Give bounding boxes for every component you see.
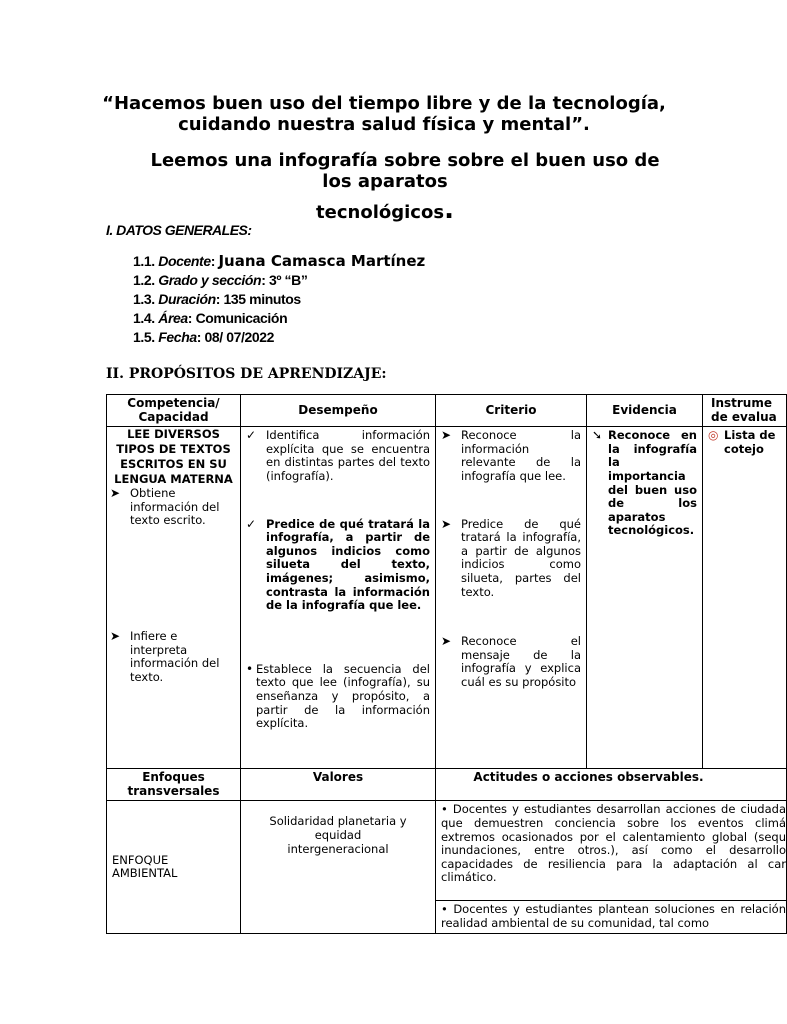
- general-data-list: [133, 252, 425, 347]
- general-sep: :: [187, 310, 193, 326]
- dot-bullet-icon: •: [246, 661, 254, 676]
- table-row: [107, 427, 787, 769]
- competencia-cell: [107, 427, 241, 769]
- general-label: Fecha: [158, 329, 197, 345]
- learning-purposes-table: [106, 394, 787, 934]
- header-valores: Valores: [241, 769, 436, 801]
- general-sep: :: [215, 291, 221, 307]
- general-value: 3º “B”: [268, 272, 308, 288]
- general-item-docente: [133, 252, 425, 271]
- desempeno-text: Predice de qué tratará la infografía, a partir de algunos indicios como silueta del texto, imágenes; asimismo, contrasta la información de la infografía que lee.: [266, 516, 430, 613]
- general-item-duracion: [133, 290, 425, 309]
- general-item-fecha: [133, 328, 425, 347]
- general-num: 1.1.: [133, 253, 155, 269]
- arrow-bullet-icon: ➤: [441, 516, 452, 531]
- instrumento-cell: [703, 427, 787, 769]
- general-num: 1.2.: [133, 272, 155, 288]
- general-sep: :: [210, 253, 215, 269]
- general-sep: :: [261, 272, 266, 288]
- instrumento-item: [708, 429, 781, 456]
- subtitle-line-3: [250, 195, 520, 225]
- check-bullet-icon: ✓: [246, 516, 257, 531]
- desempeno-item-2: [246, 518, 430, 613]
- table-row: [107, 801, 787, 901]
- table-row: [107, 769, 787, 801]
- desempeno-item-3: [246, 663, 430, 731]
- arrow-bullet-icon: ➤: [110, 486, 121, 501]
- general-label: Grado y sección: [158, 272, 262, 288]
- actitud-1-cell: • Docentes y estudiantes desarrollan acciones de ciudada que demuestren conciencia sobre los eventos climá extremos ocasionados por el calentamiento global (sequ inundaciones, entre otros.), así como el desarrollo capacidades de resiliencia para la adaptación al car climático.: [436, 801, 787, 901]
- header-actitudes: Actitudes o acciones observables.: [436, 769, 787, 801]
- criterio-item-3: [441, 635, 581, 689]
- capacidad-item-2: [110, 630, 237, 684]
- capacidad-item-1: [110, 487, 237, 528]
- evidencia-text: Reconoce en la infografía la importancia del buen uso de los aparatos tecnológicos.: [608, 428, 697, 538]
- desempeno-item-1: [246, 429, 430, 483]
- pointer-bullet-icon: ➘: [592, 428, 603, 443]
- subtitle-word: tecnológicos: [316, 202, 445, 223]
- desempeno-text: Identifica información explícita que se encuentra en distintas partes del texto (infografía).: [266, 428, 430, 483]
- actitud-2-cell: • Docentes y estudiantes plantean soluciones en relación realidad ambiental de su comunidad, tal como: [436, 901, 787, 934]
- header-competencia: Competencia/ Capacidad: [107, 395, 241, 427]
- arrow-bullet-icon: ➤: [110, 628, 121, 643]
- valor-cell: Solidaridad planetaria y equidad intergeneracional: [241, 801, 436, 934]
- header-instrumento: Instrume de evalua: [703, 395, 787, 427]
- general-sep: :: [196, 329, 201, 345]
- capacidad-text: Obtiene información del texto escrito.: [130, 486, 220, 528]
- general-num: 1.5.: [133, 329, 155, 345]
- general-num: 1.3.: [133, 291, 155, 307]
- criterio-item-1: [441, 429, 581, 483]
- header-evidencia: Evidencia: [587, 395, 703, 427]
- arrow-bullet-icon: ➤: [441, 428, 452, 443]
- general-value: 08/ 07/2022: [204, 329, 275, 345]
- enfoque-cell: ENFOQUE AMBIENTAL: [107, 801, 241, 934]
- criterio-text: Predice de qué tratará la infografía, a partir de algunos indicios como silueta, partes del texto.: [461, 516, 581, 599]
- criterio-cell: [436, 427, 587, 769]
- subtitle-line-1: Leemos una infografía sobre sobre el buen uso de: [150, 150, 660, 171]
- check-bullet-icon: ✓: [246, 428, 257, 443]
- subtitle-line-2: los aparatos: [322, 171, 448, 192]
- evidencia-item: [592, 429, 697, 538]
- title-line-2: cuidando nuestra salud física y mental”.: [178, 114, 590, 135]
- evidencia-cell: [587, 427, 703, 769]
- section-propositos: II. PROPÓSITOS DE APRENDIZAJE:: [106, 366, 387, 382]
- general-item-area: [133, 309, 425, 328]
- header-desempeno: Desempeño: [241, 395, 436, 427]
- capacidad-text: Infiere e interpreta información del texto.: [130, 628, 220, 684]
- header-criterio: Criterio: [436, 395, 587, 427]
- criterio-text: Reconoce el mensaje de la infografía y explica cuál es su propósito: [461, 634, 581, 689]
- general-num: 1.4.: [133, 310, 155, 326]
- competencia-text: LEE DIVERSOS TIPOS DE TEXTOS ESCRITOS EN SU LENGUA MATERNA: [114, 427, 233, 487]
- general-label: Área: [158, 310, 188, 326]
- title-line-1: “Hacemos buen uso del tiempo libre y de la tecnología,: [102, 93, 666, 114]
- general-label: Duración: [158, 291, 216, 307]
- criterio-text: Reconoce la información relevante de la infografía que lee.: [461, 428, 581, 483]
- arrow-bullet-icon: ➤: [441, 634, 452, 649]
- subtitle-dot: .: [444, 195, 454, 225]
- general-label: Docente: [158, 253, 211, 269]
- table-header-row: [107, 395, 787, 427]
- general-value: 135 minutos: [223, 291, 301, 307]
- desempeno-text: Establece la secuencia del texto que lee (infografía), su enseñanza y propósito, a partir de la información explícita.: [256, 661, 430, 731]
- desempeno-cell: [241, 427, 436, 769]
- header-enfoques: Enfoques transversales: [107, 769, 241, 801]
- criterio-item-2: [441, 518, 581, 600]
- instrumento-text: Lista de cotejo: [724, 428, 776, 456]
- section-datos-generales: I. DATOS GENERALES:: [106, 222, 252, 238]
- target-bullet-icon: ◎: [708, 428, 719, 443]
- general-item-grado: [133, 271, 425, 290]
- general-value: Juana Camasca Martínez: [218, 252, 426, 270]
- general-value: Comunicación: [195, 310, 288, 326]
